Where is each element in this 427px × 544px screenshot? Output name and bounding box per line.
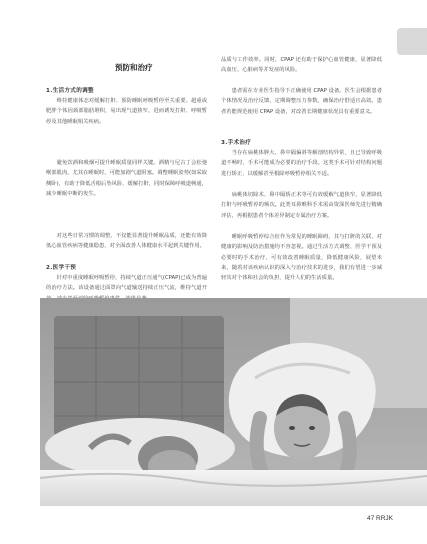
couple-in-bed-photo [40, 298, 427, 506]
paragraph: 扁桃体切除术、鼻中隔矫正术等可有效缓解气道狭窄，显著降低打鼾与呼吸暂停的频次。此类耳鼻喉科手术需由资深医师先进行精确评估，再根据患者个体差异制定专属治疗方案。 [221, 192, 382, 219]
paragraph: 睡眠呼吸暂停综合征作为常见的睡眠障碍，其与打鼾的关联、对健康的影响及防治措施均不容忽视。通过生活方式调整、医学干预及必要时的手术治疗，可有效改善睡眠质量，降低健康风险，展望未来，随着对该疾病认识的深入与治疗技术的进步，我们有望进一步减轻其对个体和社会的负担，提升人们的生活质量。 [221, 234, 382, 282]
page-footer: 47 RRJK [366, 515, 393, 522]
paragraph: 针对中重度睡眠呼吸暂停，持续气道正压通气(CPAP)已成为普遍的治疗方法。该设备通过面罩向气道输送持续正压气流，维持气道开 [46, 275, 207, 292]
subheading-lifestyle: 1.生活方式的调整 [46, 88, 94, 94]
paragraph: 品质与工作效率。同时，CPAP 还有助于保护心血管健康，显著降低高血压、心脏病等并发症的风险。 [221, 57, 382, 74]
section-heading: 预防和治疗 [115, 63, 153, 72]
paragraph: 维持健康体态对缓解打鼾、预防睡眠呼吸暂停至关重要。超重或肥胖个体因颈部脂肪堆积，易出现气道狭窄，进而诱发打鼾、呼吸暂停及其他睡眠相关疾病。 [46, 98, 207, 125]
subheading-medical: 2.医学干预 [46, 265, 77, 271]
paragraph: 对这些日常习惯的调整，不仅能显著提升睡眠品质，还能有效降低心血管疾病等健康隐患，对全面改善人体健康水平起到关键作用。 [46, 233, 207, 250]
paragraph: 避免饮酒和吸烟可提升睡眠质量同样关键。酒精与尼古丁会松弛喉部肌肉，尤其在睡眠时，可能加剧气道阻塞。调整睡眠姿势(如采取侧卧)，有助于降低舌根后坠风险、缓解打鼾，同时保障呼吸道畅通，减少睡眠中断的发生。 [46, 160, 207, 197]
paragraph: 当存在扁桃体肿大、鼻中隔偏斜等解剖结构异常，且已导致呼吸道不畅时，手术可能成为必要的治疗手段。这类手术可针对结构问题进行矫正，以缓解甚至根除呼吸暂停相关不适。 [221, 150, 382, 177]
subheading-surgery: 3.手术治疗 [221, 140, 252, 146]
page-edge-tab [397, 28, 427, 55]
paragraph: 患者需在专业医生指导下正确使用 CPAP 设备。医生会根据患者个体情况及治疗反馈，定期调整压力参数，确保治疗舒适且高效。患者若能规范使用 CPAP 设备，对改善长期健康状况具有重要意义。 [221, 88, 382, 115]
